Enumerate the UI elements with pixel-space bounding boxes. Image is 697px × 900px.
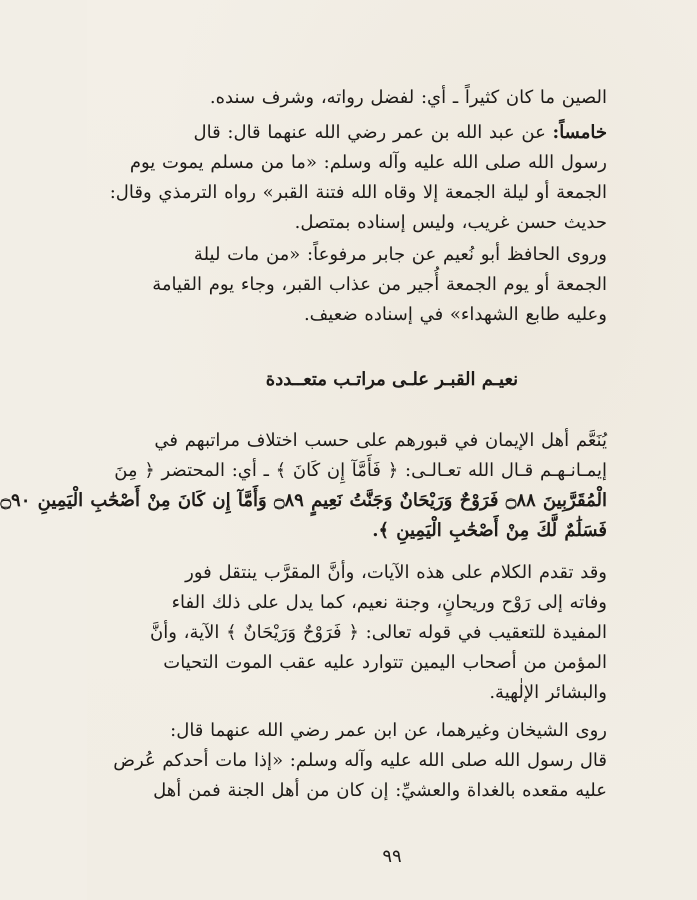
text-line: وروى الحافظ أبو نُعيم عن جابر مرفوعاً: «من مات ليلة [193,244,607,265]
paragraph-5 [150,558,607,708]
text-line: الصين ما كان كثيراً ـ أي: لفضل رواته، وشرف سنده. [209,87,607,108]
text-line: والبشائر الإلٰهية. [489,682,607,703]
text-line: عليه مقعده بالغداة والعشيِّ: إن كان من أهل الجنة فمن أهل [153,780,607,801]
quran-verse-line: فَسَلَٰمٌ لَّكَ مِنْ أَصْحَٰبِ الْيَمِينِ ﴾. [372,520,607,541]
text-line: قال رسول الله صلى الله عليه وآله وسلم: «إذا مات أحدكم عُرض [113,750,607,771]
text-line: وفاته إلى رَوْح وريحانٍ، وجنة نعيم، كما يدل على ذلك الفاء [171,592,607,613]
paragraph-2 [109,118,607,238]
section-heading: نعيـم القبـر علـى مراتـب متعــددة [265,369,519,390]
page-number: ٩٩ [382,846,402,867]
text-line-rest: عن عبد الله بن عمر رضي الله عنهما قال: قال [193,122,546,143]
text-line: الجمعة أو ليلة الجمعة إلا وقاه الله فتنة القبر» رواه الترمذي وقال: [109,182,607,203]
text-line: وقد تقدم الكلام على هذه الآيات، وأنَّ المقرَّب ينتقل فور [185,562,607,583]
text-line: وعليه طابع الشهداء» في إسناده ضعيف. [303,304,607,325]
text-line: الجمعة أو يوم الجمعة أُجير من عذاب القبر، وجاء يوم القيامة [152,274,607,295]
paragraph-6 [113,716,607,806]
text-line: يُنَعَّم أهل الإيمان في قبورهم على حسب اختلاف مراتبهم في [154,430,607,451]
text-line: المؤمن من أصحاب اليمين تتوارد عليه عقب الموت التحيات [163,652,607,673]
text-line: إيمـانـهـم قـال الله تعـالـى: ﴿ فَأَمَّآ إِن كَانَ ﴾ ـ أي: المحتضر ﴿ مِنَ [114,460,607,481]
text-line: حديث حسن غريب، وليس إسناده بمتصل. [294,212,607,233]
quran-verse-line: الْمُقَرَّبِينَ ۝٨٨ فَرَوْحٌ وَرَيْحَانٌ وَجَنَّتُ نَعِيمٍ ۝٨٩ وَأَمَّآ إِن كَانَ مِنْ أَصْحَٰبِ الْيَمِينِ ۝٩٠ [0,490,607,511]
text-line [187,118,607,148]
paragraph-3 [152,240,607,330]
text-line: رسول الله صلى الله عليه وآله وسلم: «ما من مسلم يموت يوم [129,152,607,173]
paragraph-1 [187,83,607,113]
paragraph-4 [0,426,607,546]
text-line: المفيدة للتعقيب في قوله تعالى: ﴿ فَرَوْحٌ وَرَيْحَانٌ ﴾ الآية، وأنَّ [150,622,607,643]
text-line: روى الشيخان وغيرهما، عن ابن عمر رضي الله عنهما قال: [170,720,607,741]
section-lead: خامساً: [552,122,607,143]
